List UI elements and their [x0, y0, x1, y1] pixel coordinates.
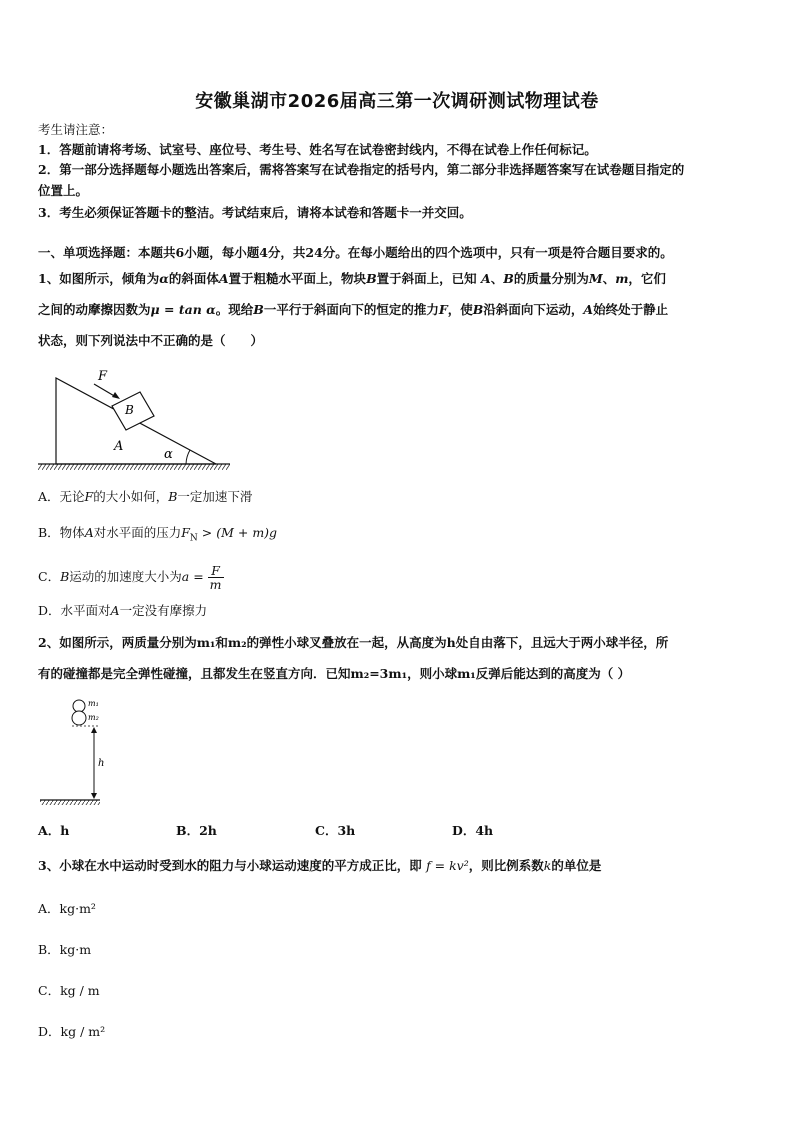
- q1-option-b[interactable]: B．物体A对水平面的压力$F_N > (M + m)g$: [38, 525, 278, 544]
- notice-item-3: 3．考生必须保证答题卡的整洁。考试结束后，请将本试卷和答题卡一并交回。: [38, 205, 472, 220]
- section-heading: 一、单项选择题：本题共6小题，每小题4分，共24分。在每小题给出的四个选项中，只有一项是符合题目要求的。: [38, 245, 673, 260]
- ball-m1: [73, 700, 85, 712]
- q1-option-c[interactable]: C．B运动的加速度大小为a = $\frac{F}{m}$: [38, 563, 222, 592]
- q2-option-c[interactable]: C．3h: [315, 823, 356, 838]
- q2-line-2: 有的碰撞都是完全弹性碰撞，且都发生在竖直方向．已知m₂=3m₁，则小球m₁反弹后能达到的高度为（ ）: [38, 666, 631, 681]
- label-m2: m₂: [88, 713, 99, 722]
- q2-drop-figure: [36, 694, 116, 806]
- q2-line-1: 2、如图所示，两质量分别为m₁和m₂的弹性小球叉叠放在一起，从高度为h处自由落下，且远大于两小球半径，所: [38, 635, 669, 650]
- q1-line-2: 之间的动摩擦因数为μ = tan α。现给B一平行于斜面向下的恒定的推力F，使B沿斜面向下运动，A始终处于静止: [38, 302, 669, 317]
- page-title: 安徽巢湖市2026届高三第一次调研测试物理试卷: [195, 91, 599, 112]
- q2-option-b[interactable]: B．2h: [176, 823, 217, 838]
- label-m1: m₁: [88, 699, 99, 708]
- label-h: h: [98, 758, 105, 769]
- force-arrow: [94, 384, 116, 397]
- notice-item-2-cont: 位置上。: [38, 183, 89, 198]
- ground-hatch: [40, 800, 100, 805]
- q1-line-1: 1、如图所示，倾角为α的斜面体A置于粗糙水平面上，物块B置于斜面上，已知 A、B的质量分别为M、m，它们: [38, 271, 666, 286]
- q3-option-b[interactable]: B．kg·m: [38, 942, 92, 957]
- q2-option-a[interactable]: A．h: [38, 823, 70, 838]
- q3-option-c[interactable]: C．kg / m: [38, 983, 100, 998]
- q1-option-d[interactable]: D．水平面对A一定没有摩擦力: [38, 603, 208, 618]
- label-alpha: α: [164, 447, 173, 462]
- label-A: A: [114, 439, 124, 454]
- q1-incline-figure: [34, 362, 234, 474]
- angle-arc: [186, 450, 190, 464]
- q3-line-1: 3、小球在水中运动时受到水的阻力与小球运动速度的平方成正比，即 f = kv²，则比例系数k的单位是: [38, 858, 602, 873]
- force-arrowhead: [112, 392, 120, 399]
- label-F: F: [98, 369, 108, 384]
- q1-line-3: 状态，则下列说法中不正确的是（ ）: [38, 333, 264, 348]
- q1-option-a[interactable]: A．无论F的大小如何，B一定加速下滑: [38, 489, 253, 504]
- height-arrow-top: [91, 727, 97, 733]
- ground-hatch: [38, 464, 230, 470]
- fraction-F-over-m: $\frac{F}{m}$: [209, 563, 222, 592]
- notice-item-2: 2．第一部分选择题每小题选出答案后，需将答案写在试卷指定的括号内，第二部分非选择题答案写在试卷题目指定的: [38, 162, 685, 177]
- label-B: B: [125, 403, 134, 417]
- q2-option-d[interactable]: D．4h: [452, 823, 494, 838]
- notice-item-1: 1．答题前请将考场、试室号、座位号、考生号、姓名写在试卷密封线内，不得在试卷上作任何标记。: [38, 142, 597, 157]
- height-arrow-bottom: [91, 793, 97, 799]
- q3-option-d[interactable]: D．kg / m²: [38, 1024, 106, 1039]
- q3-option-a[interactable]: A．kg·m²: [38, 901, 96, 916]
- ball-m2: [72, 711, 86, 725]
- notice-heading: 考生请注意：: [38, 122, 114, 137]
